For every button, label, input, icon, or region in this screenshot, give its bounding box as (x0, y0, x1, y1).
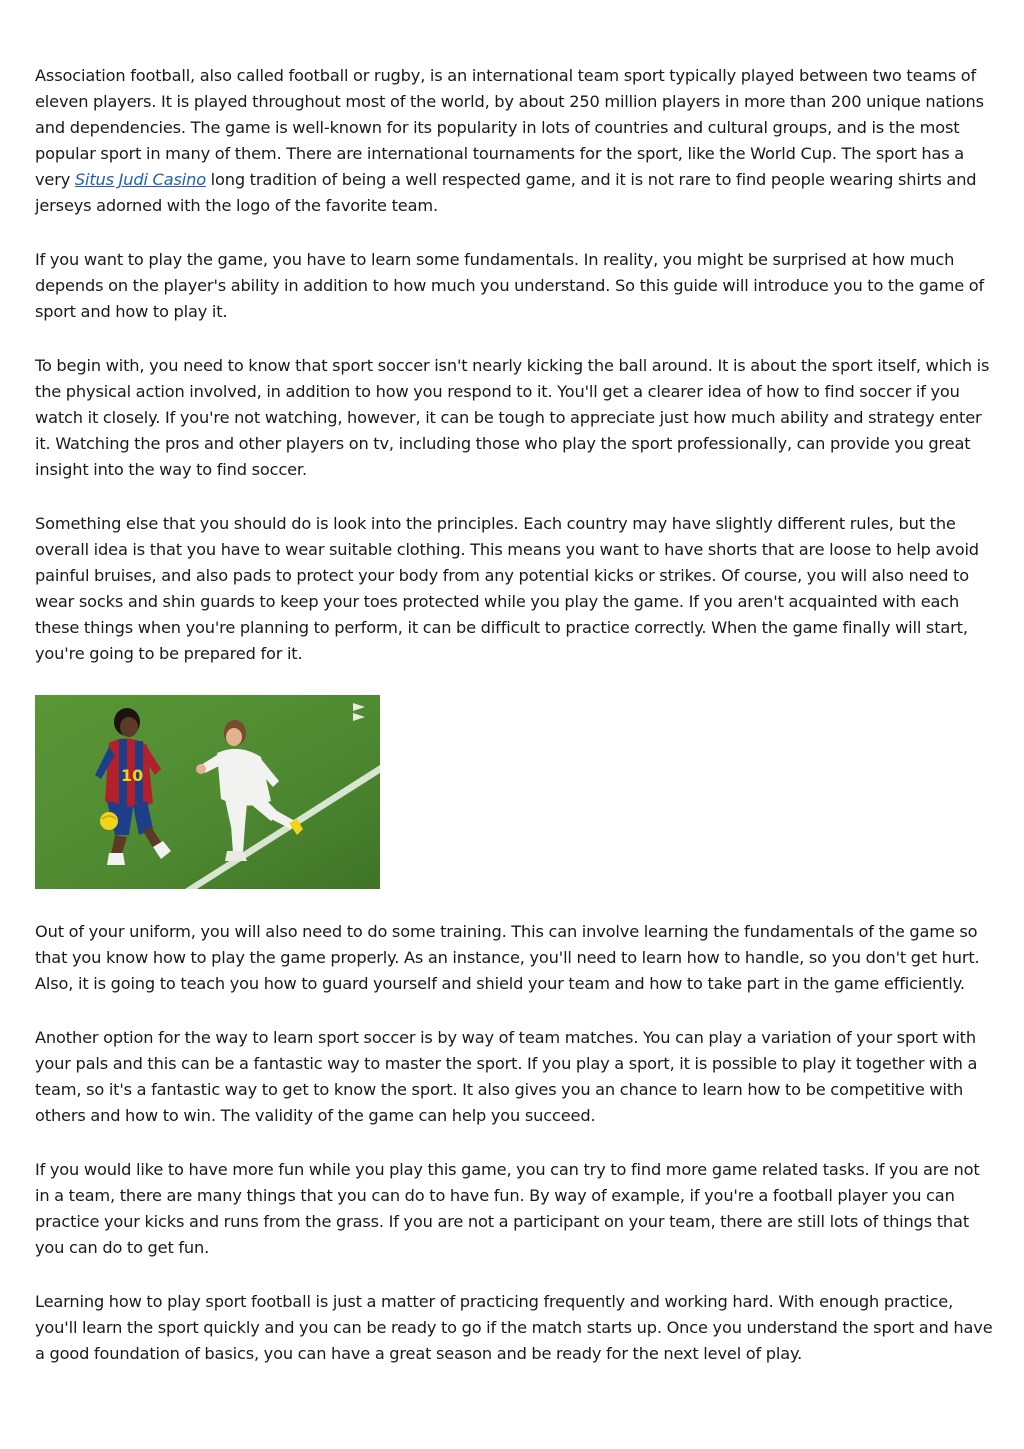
paragraph-5: Out of your uniform, you will also need to do some training. This can involve learning the fundamentals of the game so that you know how to play the game properly. As an instance, you'll need to learn how to handle, so you don't get hurt. Also, it is going to teach you how to guard yourself and shield your team and how to take part in the game efficiently. (35, 922, 980, 993)
paragraph-8: Learning how to play sport football is just a matter of practicing frequently and working hard. With enough practice, you'll learn the sport quickly and you can be ready to go if the match starts up. Once you understand the sport and have a good foundation of basics, you can have a great season and be ready for the next level of play. (35, 1292, 993, 1363)
paragraph-6: Another option for the way to learn sport soccer is by way of team matches. You can play a variation of your sport with your pals and this can be a fantastic way to master the sport. If you play a sport, it is possible to play it together with a team, so it's a fantastic way to get to know the sport. It also gives you an chance to learn how to be competitive with others and how to win. The validity of the game can help you succeed. (35, 1028, 978, 1125)
paragraph-1-text-end: long tradition of being a well respected game, and it is not rare to find people wearing shirts and jerseys adorned with the logo of the favorite team. (35, 170, 977, 215)
ball-icon (100, 812, 118, 830)
paragraph-1 (35, 63, 993, 219)
article (35, 63, 993, 1395)
paragraph-3: To begin with, you need to know that sport soccer isn't nearly kicking the ball around. It is about the sport itself, which is the physical action involved, in addition to how you respond to it. You'll get a clearer idea of how to find soccer if you watch it closely. If you're not watching, however, it can be tough to appreciate just how much ability and strategy enter it. Watching the pros and other players on tv, including those who play the sport professionally, can provide you great insight into the way to find soccer. (35, 356, 990, 479)
football-scene-illustration (35, 695, 380, 889)
situs-judi-casino-link[interactable]: Situs Judi Casino (74, 170, 206, 189)
jersey-number: 10 (121, 766, 144, 785)
paragraph-2: If you want to play the game, you have to learn some fundamentals. In reality, you might be surprised at how much depends on the player's ability in addition to how much you understand. So this guide will introduce you to the game of sport and how to play it. (35, 250, 985, 321)
pitch (35, 695, 380, 889)
paragraph-1-text-start: Association football, also called football or rugby, is an international team sport typically played between two teams of eleven players. It is played throughout most of the world, by about 250 million players in more than 200 unique nations and dependencies. The game is well-known for its popularity in lots of countries and cultural groups, and is the most popular sport in many of them. There are international tournaments for the sport, like the World Cup. The sport has a very (35, 66, 984, 189)
paragraph-7: If you would like to have more fun while you play this game, you can try to find more game related tasks. If you are not in a team, there are many things that you can do to have fun. By way of example, if you're a football player you can practice your kicks and runs from the grass. If you are not a participant on your team, there are still lots of things that you can do to get fun. (35, 1160, 980, 1257)
football-photo (35, 695, 380, 889)
paragraph-4: Something else that you should do is look into the principles. Each country may have slightly different rules, but the overall idea is that you have to wear suitable clothing. This means you want to have shorts that are loose to help avoid painful bruises, and also pads to protect your body from any potential kicks or strikes. Of course, you will also need to wear socks and shin guards to keep your toes protected while you play the game. If you aren't acquainted with each these things when you're planning to perform, it can be difficult to practice correctly. When the game finally will start, you're going to be prepared for it. (35, 514, 979, 663)
